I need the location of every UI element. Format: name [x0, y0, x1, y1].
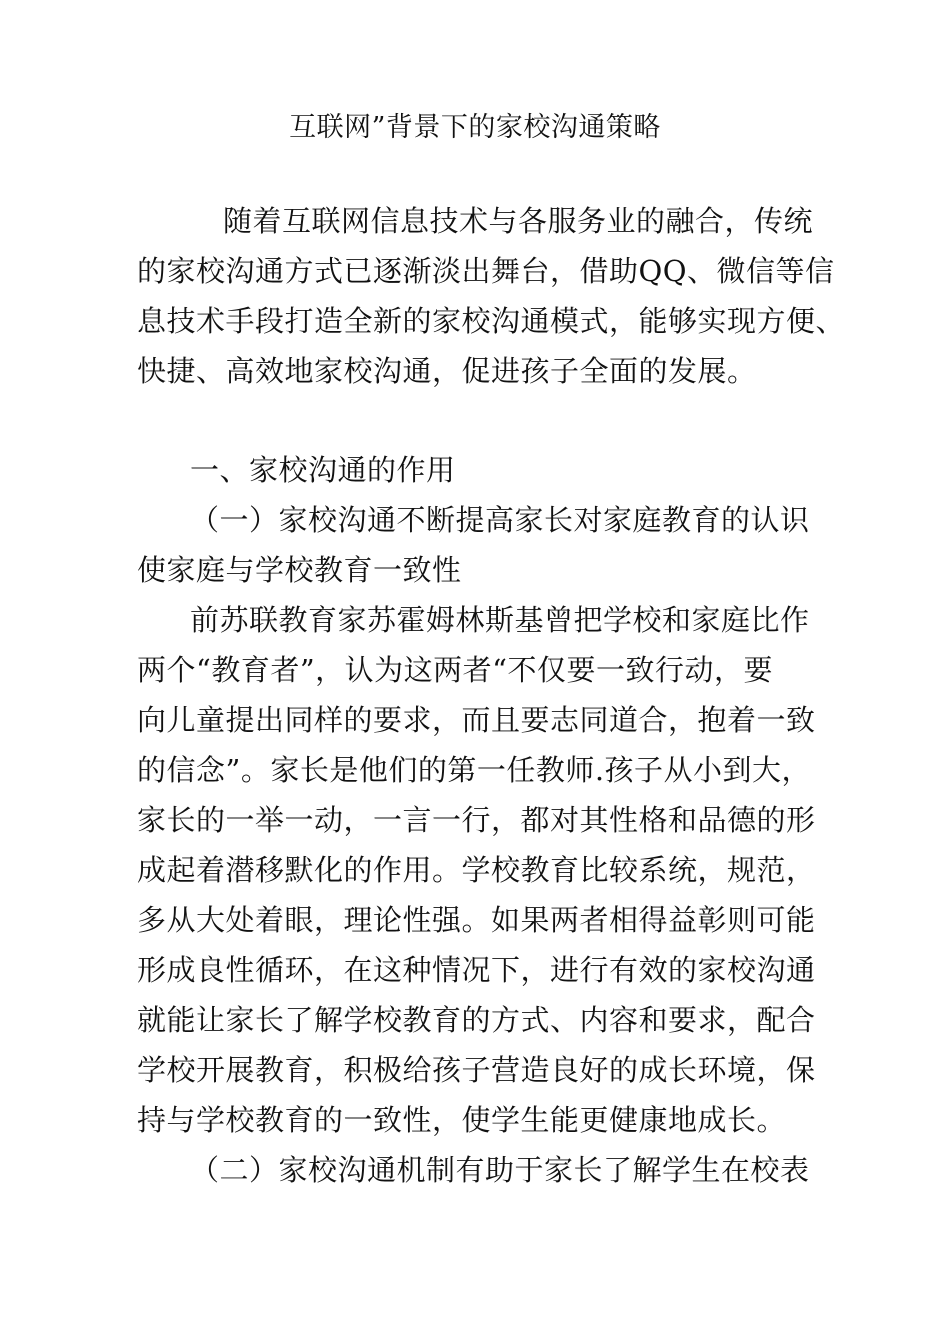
body-line-5: 家长的一举一动，一言一行，都对其性格和品德的形 [137, 803, 816, 837]
intro-line-2: 的家校沟通方式已逐渐淡出舞台，借助QQ、微信等信 [137, 254, 835, 288]
body-line-9: 就能让家长了解学校教育的方式、内容和要求，配合 [137, 1003, 816, 1037]
body-line-7: 多从大处着眼，理论性强。如果两者相得益彰则可能 [137, 903, 816, 937]
body-line-6: 成起着潜移默化的作用。学校教育比较系统，规范， [137, 853, 816, 887]
body-line-2: 两个“教育者”，认为这两者“不仅要一致行动，要 [137, 653, 773, 687]
body-line-10: 学校开展教育，积极给孩子营造良好的成长环境，保 [137, 1053, 816, 1087]
document-title: 互联网”背景下的家校沟通策略 [289, 112, 661, 143]
intro-line-1: 随着互联网信息技术与各服务业的融合，传统 [223, 204, 814, 238]
subsection-heading-1-line-1: （一）家校沟通不断提高家长对家庭教育的认识 [190, 503, 810, 537]
intro-line-4: 快捷、高效地家校沟通，促进孩子全面的发展。 [137, 354, 757, 388]
body-line-8: 形成良性循环，在这种情况下，进行有效的家校沟通 [137, 953, 816, 987]
body-line-11: 持与学校教育的一致性，使学生能更健康地成长。 [137, 1103, 787, 1137]
body-line-1: 前苏联教育家苏霍姆林斯基曾把学校和家庭比作 [190, 603, 810, 637]
body-line-4: 的信念”。家长是他们的第一任教师.孩子从小到大， [137, 753, 812, 787]
subsection-heading-1-line-2: 使家庭与学校教育一致性 [137, 553, 462, 587]
section-heading-1: 一、家校沟通的作用 [190, 453, 456, 487]
subsection-heading-2-line-1: （二）家校沟通机制有助于家长了解学生在校表 [190, 1153, 810, 1187]
body-line-3: 向儿童提出同样的要求，而且要志同道合，抱着一致 [137, 703, 816, 737]
intro-line-3: 息技术手段打造全新的家校沟通模式，能够实现方便、 [137, 304, 846, 338]
